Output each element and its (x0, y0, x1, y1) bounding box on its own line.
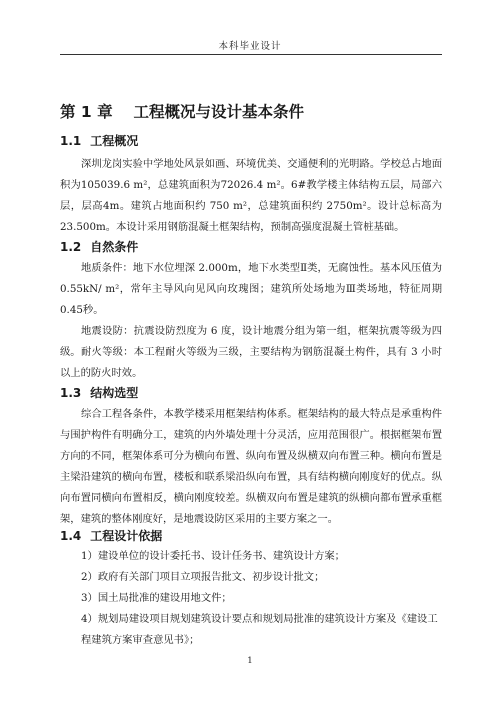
section-number: 1.3 (60, 386, 82, 400)
paragraph-structure-selection: 综合工程各条件，本教学楼采用框架结构体系。框架结构的最大特点是承重构件与围护构件有明确分工，建筑的内外墙处理十分灵活，应用范围很广。根据框架布置方向的不同，框架体系可分为横向布置、纵向布置及纵横双向布置三种。横向布置是主梁沿建筑的横向布置，楼板和联系梁沿纵向布置，具有结构横向刚度好的优点。纵向布置同横向布置相反，横向刚度较差。纵横双向布置是建筑的纵横向都布置承重框架，建筑的整体刚度好，是地震设防区采用的主要方案之一。 (60, 408, 442, 525)
paragraph-seismic: 地震设防：抗震设防烈度为 6 度，设计地震分组为第一组，框架抗震等级为四级。 (60, 325, 442, 358)
section-number: 1.4 (60, 529, 82, 543)
section-heading-1-2 (60, 238, 138, 255)
section-title: 工程设计依据 (90, 529, 163, 543)
section-title: 结构选型 (90, 386, 139, 400)
section-title: 工程概况 (90, 134, 139, 148)
paragraph-fire-rating: 耐火等级：本工程耐火等级为三级，主要结构为钢筋混凝土构件，具有 3 小时以上的防火时效。 (60, 346, 442, 379)
page-header-title: 本科毕业设计 (218, 41, 282, 52)
page-number: 1 (247, 656, 253, 666)
section-heading-1-1 (60, 132, 138, 149)
section-heading-1-3 (60, 384, 138, 401)
section-title: 自然条件 (90, 240, 139, 254)
chapter-title: 第 1 章 工程概况与设计基本条件 (60, 103, 304, 121)
list-item: 2）政府有关部门项目立项报告批文、初步设计批文； (81, 571, 325, 583)
list-item: 1）建设单位的设计委托书、设计任务书、建筑设计方案； (81, 550, 345, 562)
section-heading-1-4 (60, 527, 162, 544)
section-number: 1.1 (60, 134, 82, 148)
list-item: 4）规划局建设项目规划建筑设计要点和规划局批准的建筑设计方案及《建设工程建筑方案审查意见书》； (81, 613, 438, 646)
section-number: 1.2 (60, 240, 82, 254)
list-item: 3）国土局批准的建设用地文件； (81, 592, 232, 604)
paragraph-geology: 地质条件：地下水位埋深 2.000m，地下水类型Ⅱ类，无腐蚀性。基本风压值为0.55kN/ m²，常年主导风向见风向玫瑰图；建筑所处场地为Ⅲ类场地，特征周期 0.45秒。 (60, 262, 442, 316)
header-divider (60, 54, 442, 55)
paragraph-project-overview: 深圳龙岗实验中学地处风景如画、环境优美、交通便利的光明路。学校总占地面积为105039.6 m²，总建筑面积为72026.4 m²。6#教学楼主体结构五层，局部六层，层高4m。建筑占地面积约 750 m²，总建筑面积约 2750m²。设计总标高为23.500m。本设计采用钢筋混凝土框架结构，预制高强度混凝土管桩基础。 (60, 158, 442, 233)
